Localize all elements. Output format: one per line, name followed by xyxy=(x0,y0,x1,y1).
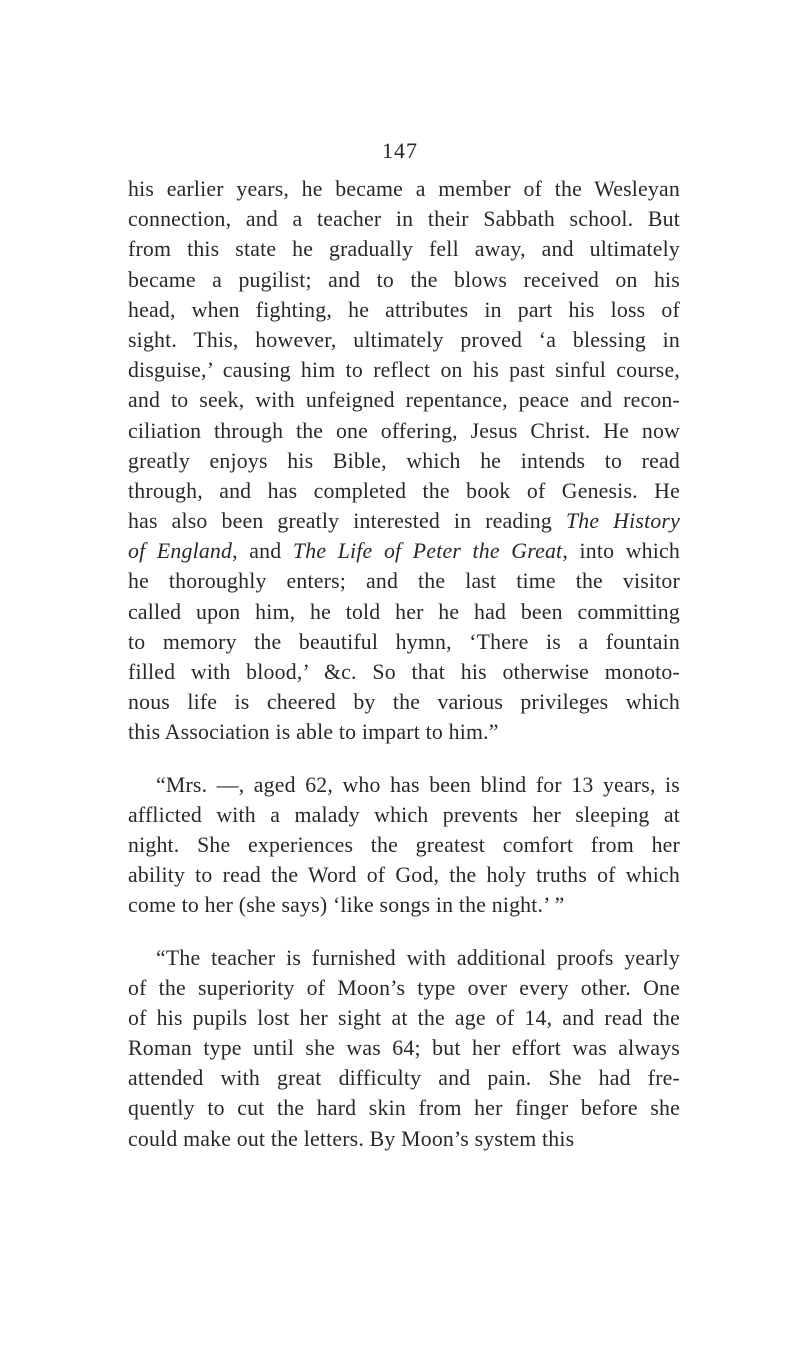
text-segment: could make out the letters. By Moon’s system this xyxy=(128,1126,575,1151)
text-segment: night. She experiences the greatest comfort from her xyxy=(128,832,680,857)
text-line xyxy=(128,355,680,385)
text-line xyxy=(128,1063,680,1093)
italic-title: The Life of Peter the Great xyxy=(292,539,563,564)
text-segment: became a pugilist; and to the blows received on his xyxy=(128,267,680,292)
italic-title: of England xyxy=(128,539,233,564)
text-line xyxy=(128,174,680,204)
text-segment: this Association is able to impart to him.” xyxy=(128,720,499,745)
text-line xyxy=(128,295,680,325)
text-line xyxy=(128,890,680,920)
text-line xyxy=(128,1093,680,1123)
text-line xyxy=(128,416,680,446)
text-segment: he thoroughly enters; and the last time the visitor xyxy=(128,569,680,594)
paragraph xyxy=(128,770,680,921)
text-segment: Roman type until she was 64; but her effort was always xyxy=(128,1036,680,1061)
text-line xyxy=(128,770,680,800)
text-line xyxy=(128,657,680,687)
text-line xyxy=(128,830,680,860)
text-segment: through, and has completed the book of Genesis. He xyxy=(128,478,680,503)
text-segment: , into which xyxy=(562,539,680,564)
text-segment: disguise,’ causing him to reflect on his past sinful course, xyxy=(128,358,680,383)
text-line xyxy=(128,204,680,234)
paragraph-gap xyxy=(128,921,680,943)
text-segment: connection, and a teacher in their Sabbath school. But xyxy=(128,207,680,232)
text-line xyxy=(128,566,680,596)
text-segment: of the superiority of Moon’s type over every other. One xyxy=(128,975,680,1000)
text-segment: , and xyxy=(232,539,293,564)
text-segment: “The teacher is furnished with additional proofs yearly xyxy=(156,945,680,970)
text-segment: “Mrs. —, aged 62, who has been blind for 13 years, is xyxy=(156,772,680,797)
text-segment: ability to read the Word of God, the holy truths of which xyxy=(128,863,680,888)
text-line xyxy=(128,536,680,566)
text-segment: of his pupils lost her sight at the age of 14, and read the xyxy=(128,1005,680,1030)
text-segment: has also been greatly interested in reading xyxy=(128,509,566,534)
text-segment: sight. This, however, ultimately proved ‘a blessing in xyxy=(128,327,680,352)
text-line xyxy=(128,860,680,890)
text-line xyxy=(128,800,680,830)
text-line xyxy=(128,717,680,747)
text-segment: his earlier years, he became a member of the Wesleyan xyxy=(128,177,680,201)
text-segment: quently to cut the hard skin from her finger before she xyxy=(128,1096,680,1121)
text-line xyxy=(128,943,680,973)
text-segment: nous life is cheered by the various privileges which xyxy=(128,690,680,715)
text-line xyxy=(128,1033,680,1063)
text-segment: afflicted with a malady which prevents her sleeping at xyxy=(128,802,680,827)
text-line xyxy=(128,325,680,355)
text-line xyxy=(128,597,680,627)
text-line xyxy=(128,506,680,536)
italic-title: The History xyxy=(565,509,680,534)
text-segment: from this state he gradually fell away, and ultimately xyxy=(128,237,680,262)
text-segment: to memory the beautiful hymn, ‘There is a fountain xyxy=(128,629,680,654)
text-line xyxy=(128,265,680,295)
text-segment: called upon him, he told her he had been committing xyxy=(128,599,680,624)
text-segment: and to seek, with unfeigned repentance, peace and recon- xyxy=(128,388,680,413)
text-line xyxy=(128,1124,680,1154)
text-segment: greatly enjoys his Bible, which he intends to read xyxy=(128,448,680,473)
text-line xyxy=(128,973,680,1003)
text-line xyxy=(128,627,680,657)
text-line xyxy=(128,1003,680,1033)
text-segment: ciliation through the one offering, Jesus Christ. He now xyxy=(128,418,680,443)
text-segment: head, when fighting, he attributes in part his loss of xyxy=(128,297,680,322)
text-segment: come to her (she says) ‘like songs in the night.’ ” xyxy=(128,893,565,918)
text-line xyxy=(128,446,680,476)
paragraph xyxy=(128,174,680,748)
text-segment: filled with blood,’ &c. So that his otherwise monoto- xyxy=(128,660,680,684)
text-line xyxy=(128,385,680,415)
page-number: 147 xyxy=(382,138,418,163)
text-line xyxy=(128,476,680,506)
paragraph-gap xyxy=(128,748,680,770)
text-line xyxy=(128,234,680,264)
text-line xyxy=(128,687,680,717)
body-text xyxy=(128,174,680,1154)
text-segment: attended with great difficulty and pain. She had fre- xyxy=(128,1066,680,1091)
paragraph xyxy=(128,943,680,1154)
